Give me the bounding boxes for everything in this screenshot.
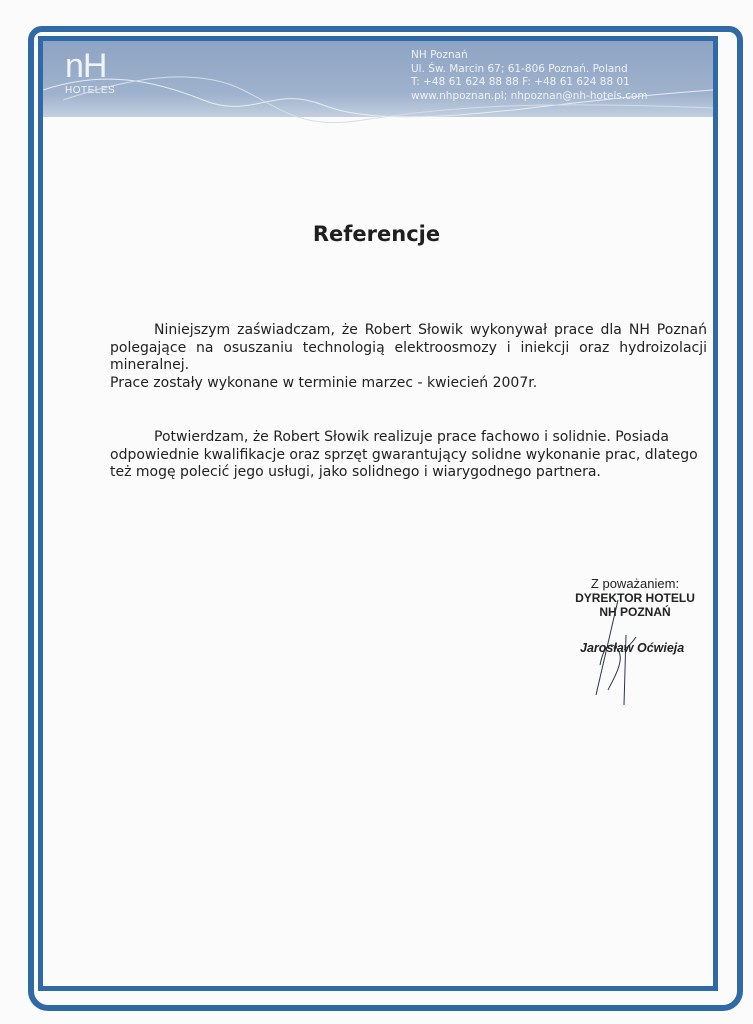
inner-page-border (38, 36, 718, 991)
decorative-wave-lines (43, 60, 713, 140)
signer-name: Jarosław Oćwieja (580, 641, 685, 655)
paragraph-recommendation (110, 429, 707, 482)
hotel-web-email: www.nhpoznan.pl; nhpoznan@nh-hotels.com (411, 89, 648, 102)
signer-role-line2: NH POZNAŃ (599, 605, 671, 619)
paragraph1-date-line: Prace zostały wykonane w terminie marzec - kwiecień 2007r. (110, 374, 538, 391)
hotel-name: NH Poznań (411, 49, 468, 61)
logo-subtitle: HOTELES (65, 85, 116, 96)
paragraph2-text: Potwierdzam, że Robert Słowik realizuje prace fachowo i solidnie. Posiada odpowiednie kwalifikacje oraz sprzęt gwarantujący solidne wykonanie prac, dlatego też mogę polecić jego usługi, jako solidnego i wiarygodnego partnera. (110, 429, 698, 480)
hotel-phone-fax: T: +48 61 624 88 88 F: +48 61 624 88 01 (411, 76, 630, 88)
hotel-address: Ul. Św. Marcin 67; 61-806 Poznań. Poland (411, 62, 628, 75)
paragraph-work-description (110, 322, 707, 392)
signer-role-line1: DYREKTOR HOTELU (575, 591, 695, 605)
document-title: Referencje (312, 222, 441, 246)
salutation: Z poważaniem: (590, 576, 680, 591)
logo-mark: nH (65, 47, 107, 85)
paragraph1-text: Niniejszym zaświadczam, że Robert Słowik wykonywał prace dla NH Poznań polegające na osuszaniu technologią elektroosmozy i iniekcji oraz hydroizolacji mineralnej. (110, 322, 707, 373)
